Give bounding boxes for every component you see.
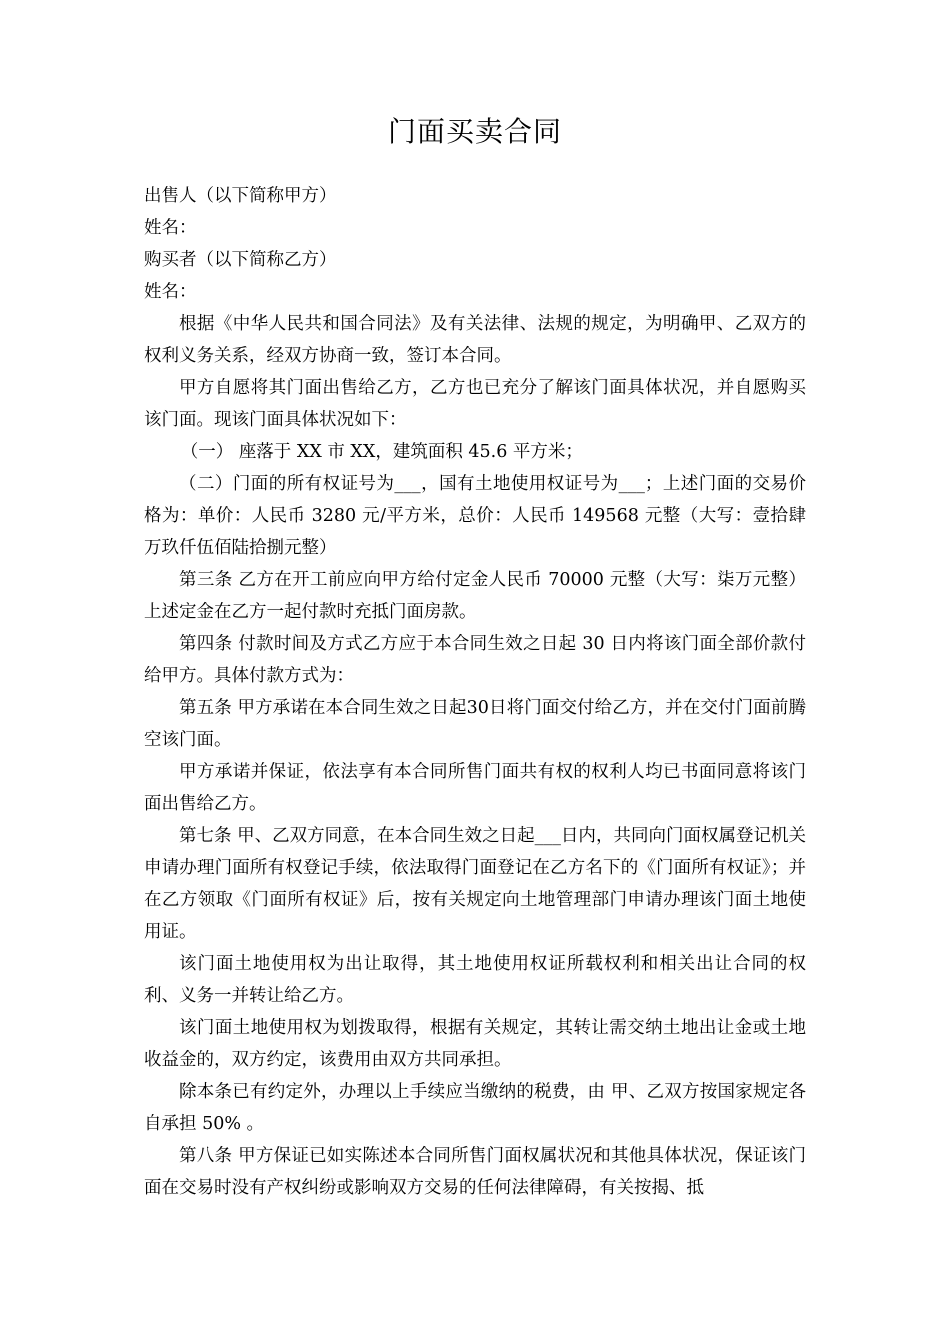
paragraph-taxes: 除本条已有约定外，办理以上手续应当缴纳的税费，由 甲、乙双方按国家规定各自承担 50% 。 [144, 1082, 806, 1134]
paragraph-preamble: 根据《中华人民共和国合同法》及有关法律、法规的规定，为明确甲、乙双方的权利义务关系，经双方协商一致，签订本合同。 [144, 314, 806, 366]
paragraph-price: （二）门面的所有权证号为___，国有土地使用权证号为___；上述门面的交易价格为：单价：人民币 3280 元/平方米，总价：人民币 149568 元整（大写：壹拾肆万玖仟伍佰陆拾捌元整） [144, 474, 806, 558]
document-body [144, 180, 806, 1204]
paragraph-intent: 甲方自愿将其门面出售给乙方，乙方也已充分了解该门面具体状况，并自愿购买该门面。现该门面具体状况如下： [144, 378, 806, 430]
seller-heading: 出售人（以下简称甲方） [144, 186, 337, 206]
document-title: 门面买卖合同 [387, 115, 562, 148]
paragraph-article-8: 第八条 甲方保证已如实陈述本合同所售门面权属状况和其他具体状况，保证该门面在交易时没有产权纠纷或影响双方交易的任何法律障碍，有关按揭、抵 [144, 1146, 806, 1198]
paragraph-land-allocation: 该门面土地使用权为划拨取得，根据有关规定，其转让需交纳土地出让金或土地收益金的，双方约定，该费用由双方共同承担。 [144, 1018, 806, 1070]
seller-name-line: 姓名： [144, 218, 197, 238]
buyer-heading: 购买者（以下简称乙方） [144, 250, 337, 270]
buyer-name-line: 姓名： [144, 282, 197, 302]
paragraph-article-4: 第四条 付款时间及方式乙方应于本合同生效之日起 30 日内将该门面全部价款付给甲方。具体付款方式为： [144, 634, 806, 686]
paragraph-article-3: 第三条 乙方在开工前应向甲方给付定金人民币 70000 元整（大写：柒万元整） 上述定金在乙方一起付款时充抵门面房款。 [144, 570, 806, 622]
paragraph-location: （一） 座落于 XX 市 XX，建筑面积 45.6 平方米； [180, 442, 583, 462]
paragraph-article-5: 第五条 甲方承诺在本合同生效之日起30日将门面交付给乙方，并在交付门面前腾空该门面。 [144, 698, 806, 750]
paragraph-guarantee: 甲方承诺并保证，依法享有本合同所售门面共有权的权利人均已书面同意将该门面出售给乙方。 [144, 762, 806, 814]
paragraph-land-transfer: 该门面土地使用权为出让取得，其土地使用权证所载权利和相关出让合同的权利、义务一并转让给乙方。 [144, 954, 806, 1006]
paragraph-article-7: 第七条 甲、乙双方同意，在本合同生效之日起___日内，共同向门面权属登记机关申请办理门面所有权登记手续，依法取得门面登记在乙方名下的《门面所有权证》；并在乙方领取《门面所有权证》后，按有关规定向土地管理部门申请办理该门面土地使用证。 [144, 826, 806, 942]
